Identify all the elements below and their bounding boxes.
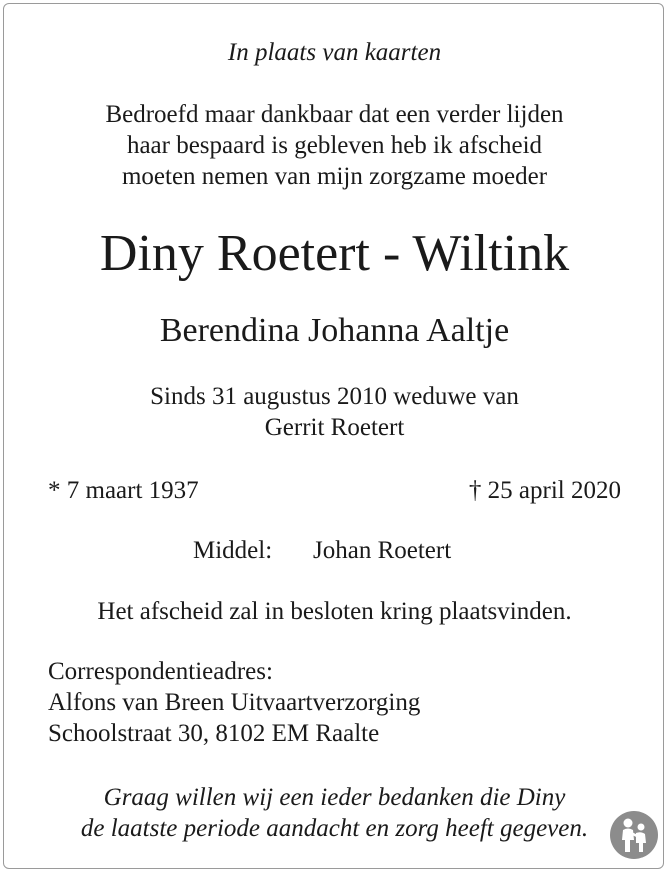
family-member: Johan Roetert <box>313 537 452 564</box>
intro-line-2: haar bespaard is gebleven heb ik afscheid <box>126 132 543 159</box>
death-date: † 25 april 2020 <box>468 477 621 504</box>
header-subtitle: In plaats van kaarten <box>227 39 442 66</box>
care-logo-icon <box>609 810 659 860</box>
correspondence-label: Correspondentieadres: <box>48 658 273 685</box>
thanks-line-2: de laatste periode aandacht en zorg heeft gegeven. <box>80 815 589 842</box>
intro-line-1: Bedroefd maar dankbaar dat een verder lijden <box>105 101 564 128</box>
widow-line: Sinds 31 augustus 2010 weduwe van <box>150 383 519 410</box>
intro-line-3: moeten nemen van mijn zorgzame moeder <box>121 163 548 190</box>
spouse-name: Gerrit Roetert <box>264 414 405 441</box>
correspondence-address: Schoolstraat 30, 8102 EM Raalte <box>48 720 380 747</box>
farewell-text: Het afscheid zal in besloten kring plaatsvinden. <box>97 598 572 625</box>
deceased-full-name: Berendina Johanna Aaltje <box>159 312 510 349</box>
thanks-line-1: Graag willen wij een ieder bedanken die Diny <box>103 784 566 811</box>
family-location-label: Middel: <box>193 537 273 564</box>
deceased-name: Diny Roetert - Wiltink <box>99 225 570 282</box>
birth-date: * 7 maart 1937 <box>48 477 199 504</box>
correspondence-organization: Alfons van Breen Uitvaartverzorging <box>48 689 421 716</box>
